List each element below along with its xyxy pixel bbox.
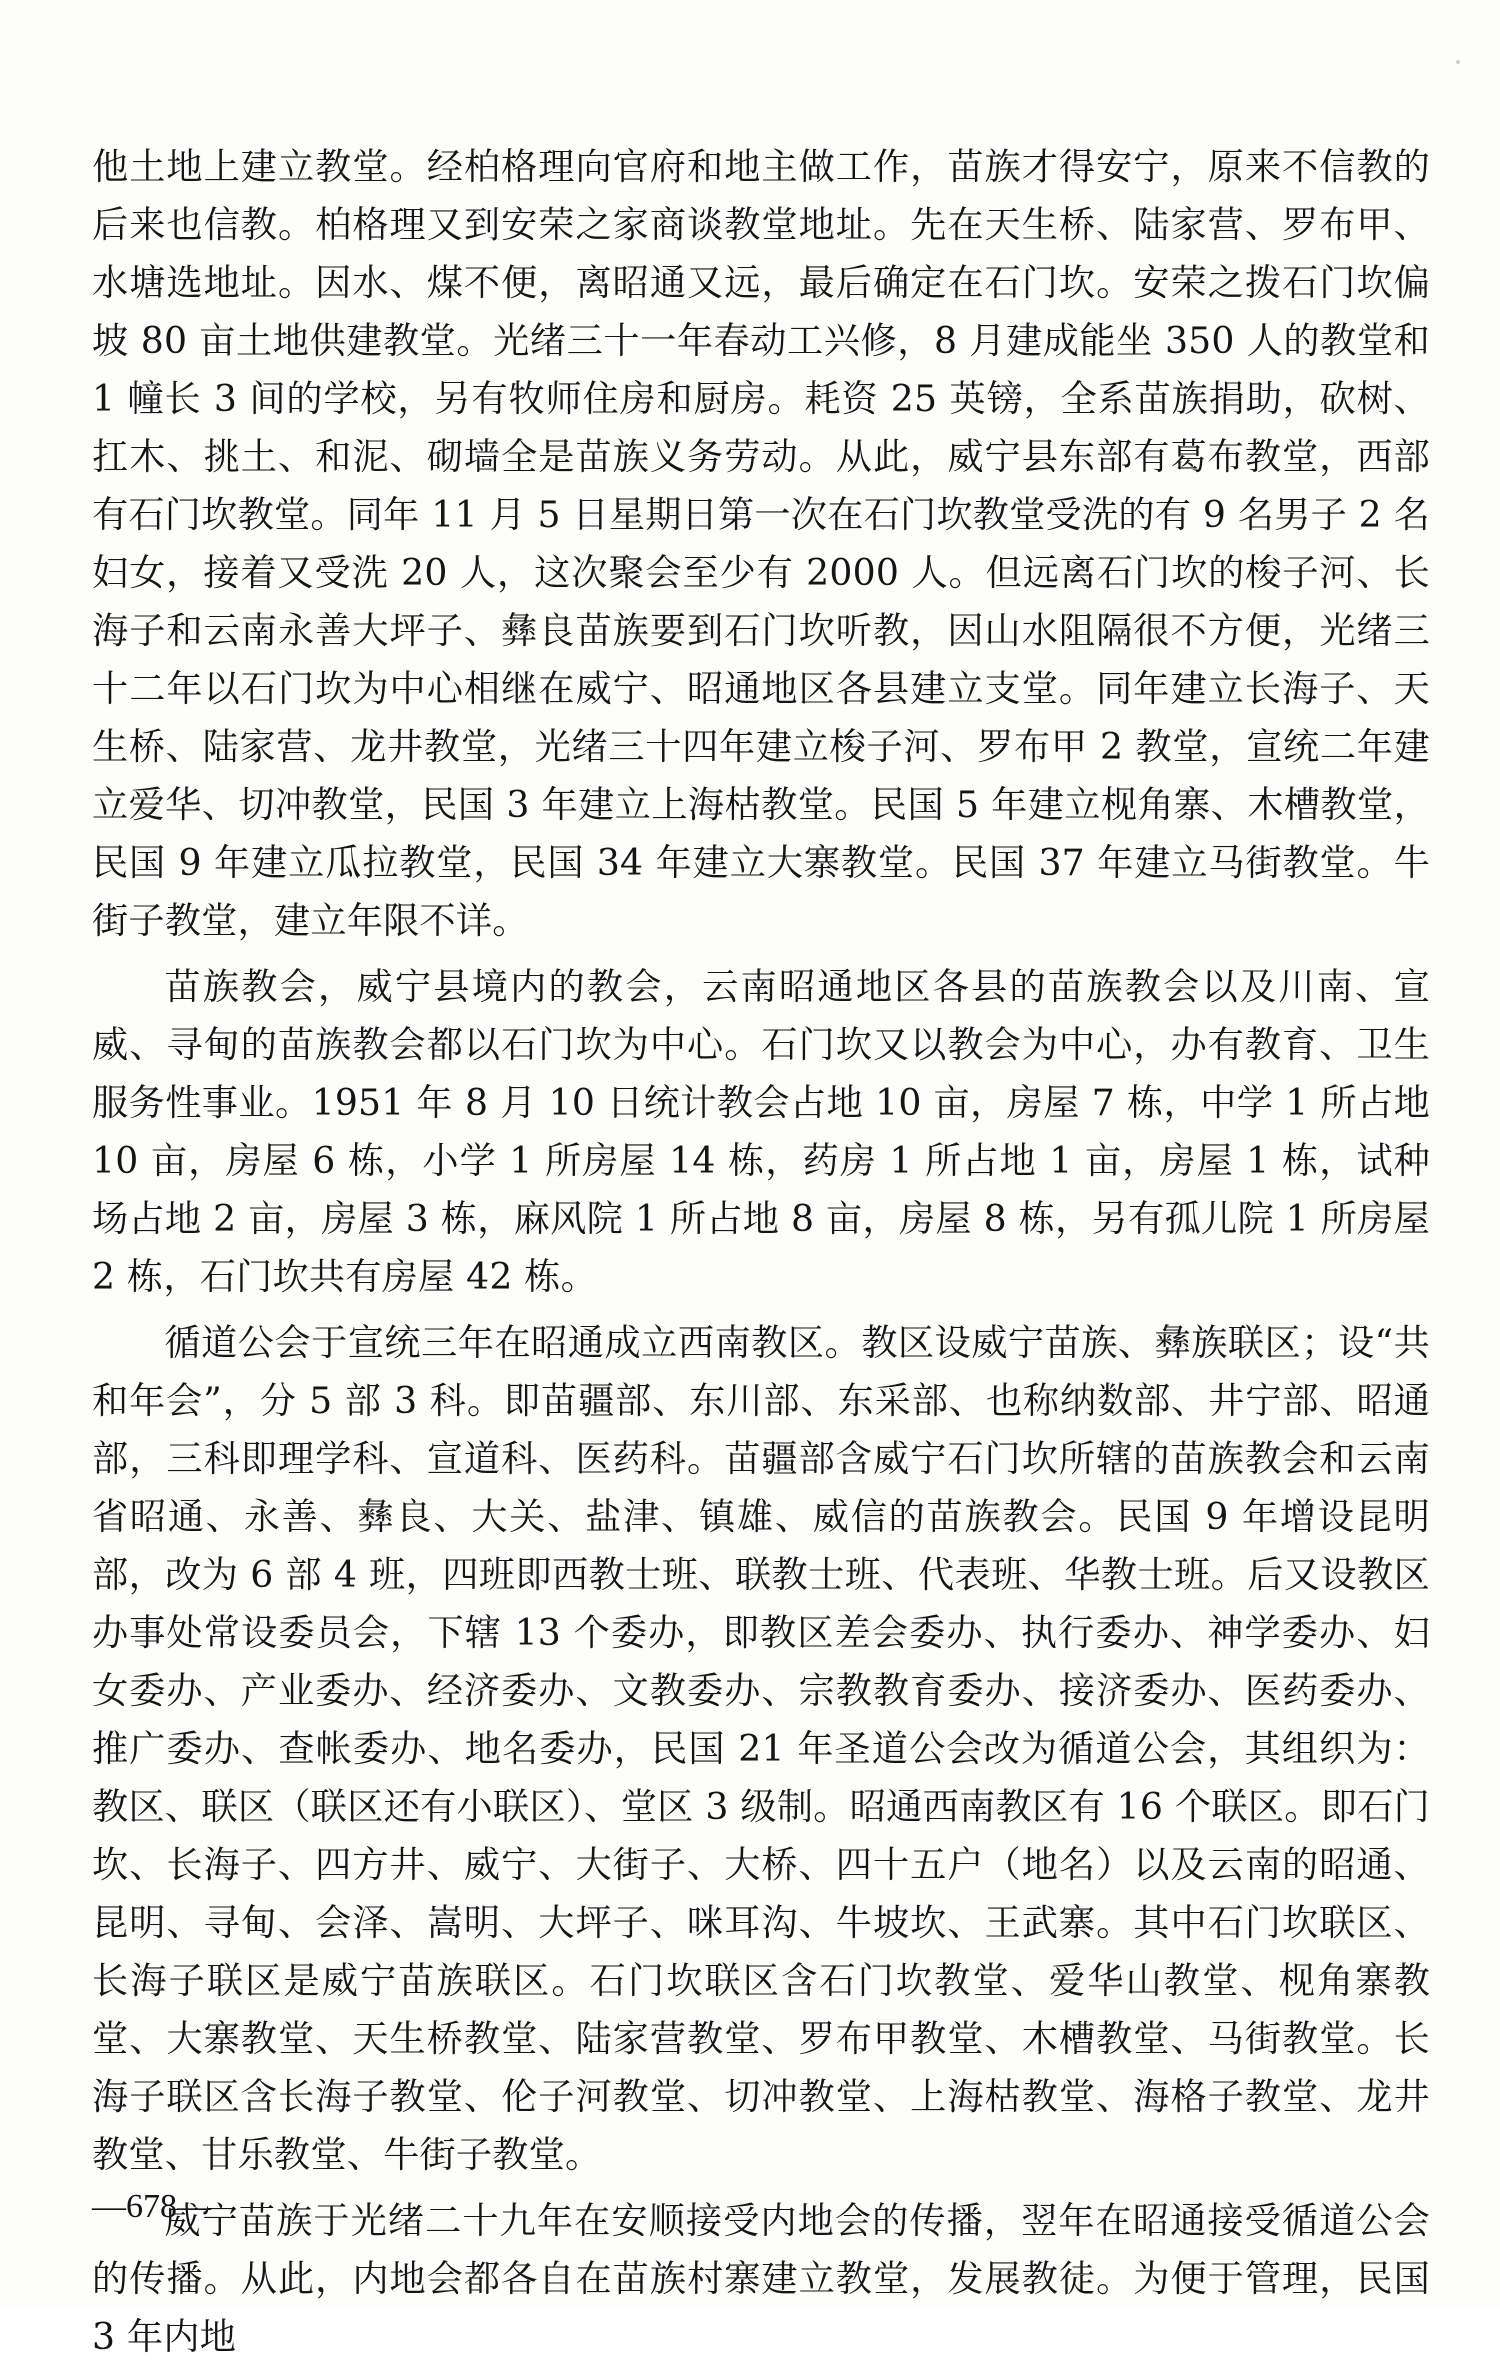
paragraph-3: 循道公会于宣统三年在昭通成立西南教区。教区设威宁苗族、彝族联区；设“共和年会”，分 5 部 3 科。即苗疆部、东川部、东采部、也称纳数部、井宁部、昭通部，三科即理学科、宣道科、医药科。苗疆部含威宁石门坎所辖的苗族教会和云南省昭通、永善、彝良、大关、盐津、镇雄、威信的苗族教会。民国 9 年增设昆明部，改为 6 部 4 班，四班即西教士班、联教士班、代表班、华教士班。后又设教区办事处常设委员会，下辖 13 个委办，即教区差会委办、执行委办、神学委办、妇女委办、产业委办、经济委办、文教委办、宗教教育委办、接济委办、医药委办、推广委办、查帐委办、地名委办，民国 21 年圣道公会改为循道公会，其组织为：教区、联区（联区还有小联区）、堂区 3 级制。昭通西南教区有 16 个联区。即石门坎、长海子、四方井、威宁、大街子、大桥、四十五户（地名）以及云南的昭通、昆明、寻甸、会泽、嵩明、大坪子、咪耳沟、牛坡坎、王武寨。其中石门坎联区、长海子联区是威宁苗族联区。石门坎联区含石门坎教堂、爱华山教堂、枧角寨教堂、大寨教堂、天生桥教堂、陆家营教堂、罗布甲教堂、木槽教堂、马街教堂。长海子联区含长海子教堂、伦子河教堂、切冲教堂、上海枯教堂、海格子教堂、龙井教堂、甘乐教堂、牛街子教堂。 [92,1321,1430,2176]
scan-speck [1456,60,1460,64]
paragraph-1-continued: 他土地上建立教堂。经柏格理向官府和地主做工作，苗族才得安宁，原来不信教的后来也信教。柏格理又到安荣之家商谈教堂地址。先在天生桥、陆家营、罗布甲、水塘选地址。因水、煤不便，离昭通又远，最后确定在石门坎。安荣之拨石门坎偏坡 80 亩土地供建教堂。光绪三十一年春动工兴修，8 月建成能坐 350 人的教堂和 1 幢长 3 间的学校，另有牧师住房和厨房。耗资 25 英镑，全系苗族捐助，砍树、扛木、挑土、和泥、砌墙全是苗族义务劳动。从此，威宁县东部有葛布教堂，西部有石门坎教堂。同年 11 月 5 日星期日第一次在石门坎教堂受洗的有 9 名男子 2 名妇女，接着又受洗 20 人，这次聚会至少有 2000 人。但远离石门坎的梭子河、长海子和云南永善大坪子、彝良苗族要到石门坎听教，因山水阻隔很不方便，光绪三十二年以石门坎为中心相继在威宁、昭通地区各县建立支堂。同年建立长海子、天生桥、陆家营、龙井教堂，光绪三十四年建立梭子河、罗布甲 2 教堂，宣统二年建立爱华、切冲教堂，民国 3 年建立上海枯教堂。民国 5 年建立枧角寨、木槽教堂，民国 9 年建立瓜拉教堂，民国 34 年建立大寨教堂。民国 37 年建立马街教堂。牛街子教堂，建立年限不详。 [92,145,1430,942]
paragraph-2: 苗族教会，威宁县境内的教会，云南昭通地区各县的苗族教会以及川南、宣威、寻甸的苗族教会都以石门坎为中心。石门坎又以教会为中心，办有教育、卫生服务性事业。1951 年 8 月 10 日统计教会占地 10 亩，房屋 7 栋，中学 1 所占地 10 亩，房屋 6 栋，小学 1 所房屋 14 栋，药房 1 所占地 1 亩，房屋 1 栋，试种场占地 2 亩，房屋 3 栋，麻风院 1 所占地 8 亩，房屋 8 栋，另有孤儿院 1 所房屋 2 栋，石门坎共有房屋 42 栋。 [92,965,1430,1298]
paragraph-4: 威宁苗族于光绪二十九年在安顺接受内地会的传播，翌年在昭通接受循道公会的传播。从此，内地会都各自在苗族村寨建立教堂，发展教徒。为便于管理，民国 3 年内地 [92,2199,1430,2358]
page-number: —678— [92,2188,211,2225]
body-text [92,138,1430,2366]
